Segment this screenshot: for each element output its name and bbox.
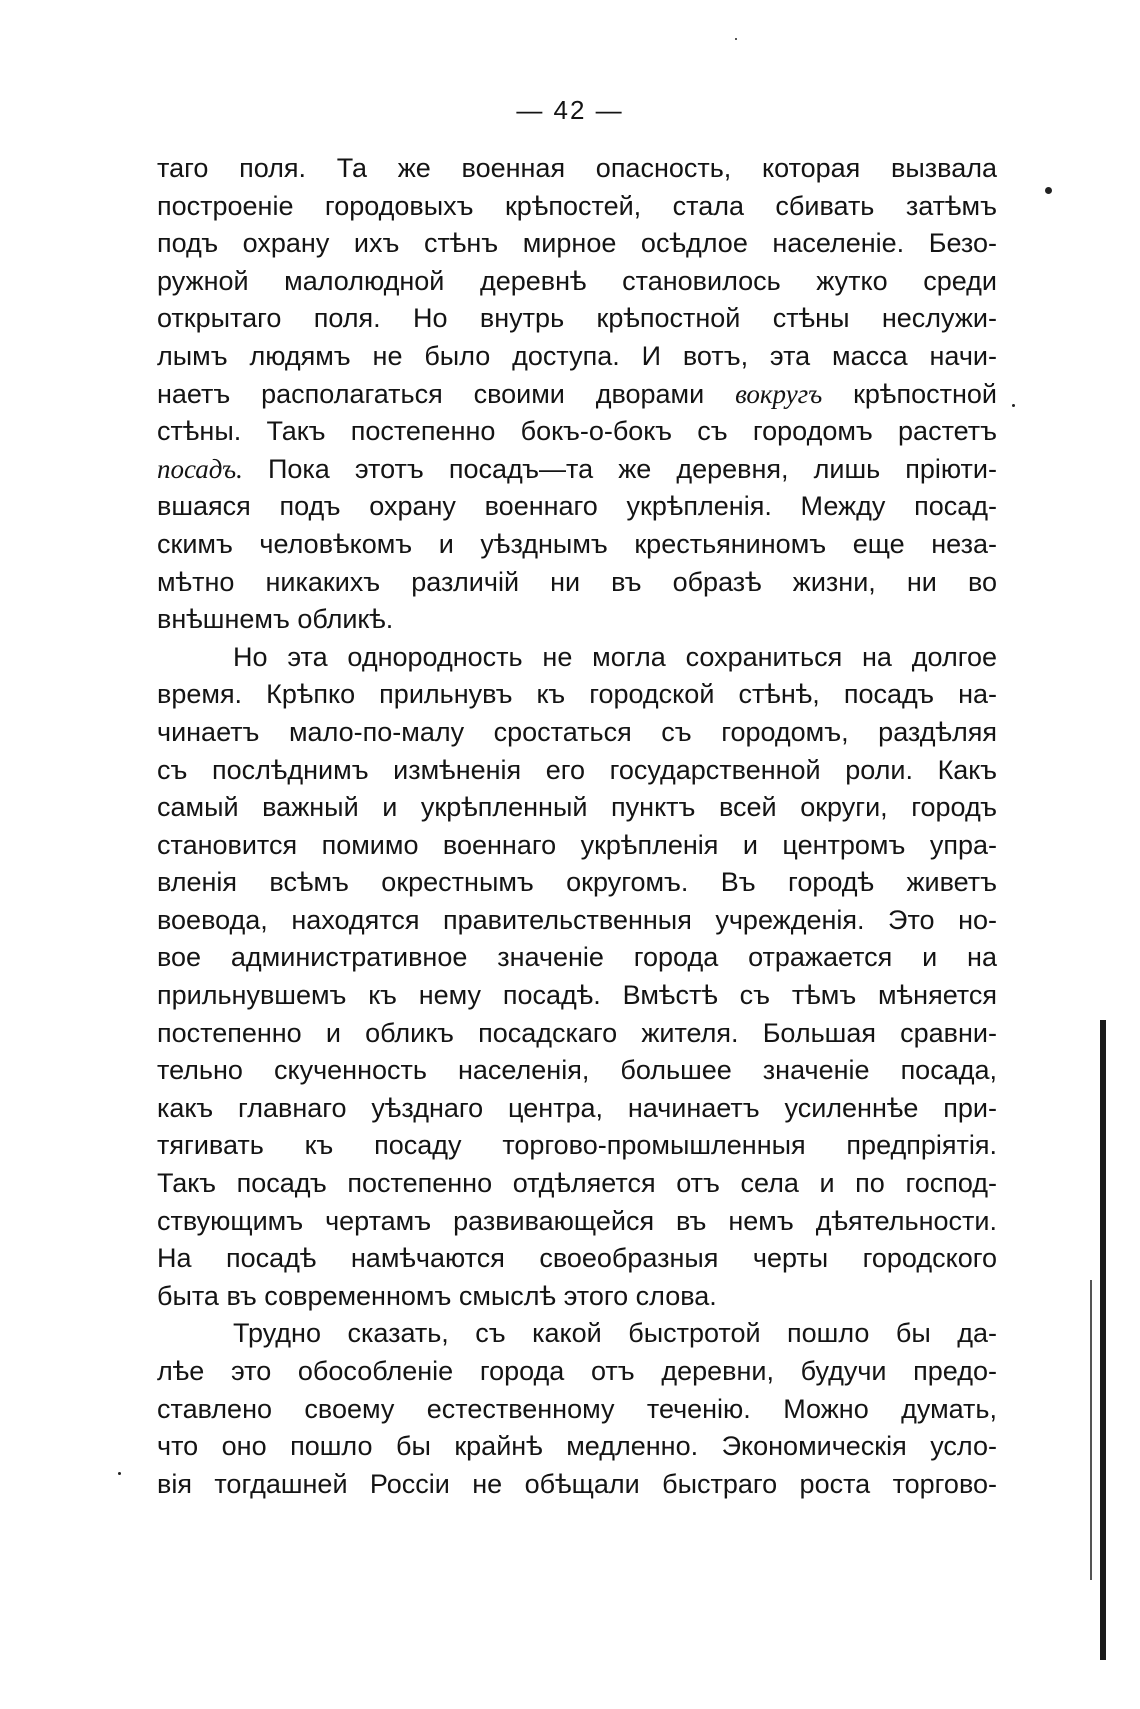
text-line-14: Но эта однородность не могла сохраниться на долгое [233,641,997,672]
text-line-24: постепенно и обликъ посадскаго жителя. Большая сравни- [157,1017,997,1048]
text-line-19: становится помимо военнаго укрѣпленія и центромъ упра- [157,829,997,860]
text-line-29: ствующимъ чертамъ развивающейся въ немъ дѣятельности. [157,1205,997,1236]
text-line-17: съ послѣднимъ измѣненія его государственной роли. Какъ [157,754,997,785]
text-line-27: тягивать къ посаду торгово-промышленныя предпріятія. [157,1130,997,1161]
scan-binding-line [1090,1280,1092,1580]
text-line-21: воевода, находятся правительственныя учрежденія. Это но- [157,904,997,935]
text-line-10: вшаяся подъ охрану военнаго укрѣпленія. Между посад- [157,491,997,522]
scan-speck [735,38,737,40]
text-line-33: лѣе это обособленіе города отъ деревни, будучи предо- [157,1356,997,1386]
scan-speck [1012,404,1015,407]
text-line-12: мѣтно никакихъ различій ни въ образѣ жизни, ни во [157,566,997,597]
text-line-6: лымъ людямъ не было доступа. И вотъ, эта масса начи- [157,340,997,371]
text-line-4: ружной малолюдной деревнѣ становилось жутко среди [157,265,997,296]
scan-speck [1045,187,1052,194]
text-line-25: тельно скученность населенія, большее значеніе посада, [157,1055,997,1086]
scan-binding-shadow [1100,1020,1106,1660]
emphasis-vokrug: вокругъ [735,378,823,409]
text-line-36: вія тогдашней Россіи не обѣщали быстраго роста торгово- [157,1468,997,1499]
text-line-9 [157,451,997,489]
text-line-16: чинаетъ мало-по-малу сростаться съ городомъ, раздѣляя [157,716,997,747]
text-line-28: Такъ посадъ постепенно отдѣляется отъ села и по господ- [157,1168,997,1199]
page-number: — 42 — [516,95,624,125]
text-line-23: прильнувшемъ къ нему посадѣ. Вмѣстѣ съ тѣмъ мѣняется [157,980,997,1011]
text-line-13: внѣшнемъ обликѣ. [157,604,394,635]
text-line-20: вленія всѣмъ окрестнымъ округомъ. Въ городѣ живетъ [157,867,997,898]
text-line-22: вое административное значеніе города отражается и на [157,942,997,973]
text-line-8: стѣны. Такъ постепенно бокъ-о-бокъ съ городомъ растетъ [157,416,997,447]
text-line-7 [157,376,997,414]
text-line-34: ставлено своему естественному теченію. Можно думать, [157,1393,997,1424]
text-line-18: самый важный и укрѣпленный пунктъ всей округи, городъ [157,792,997,823]
emphasis-posad: посадъ. [157,453,243,484]
text-line-15: время. Крѣпко прильнувъ къ городской стѣнѣ, посадъ на- [157,679,997,710]
text-line-2: построеніе городовыхъ крѣпостей, стала сбивать затѣмъ [157,190,997,221]
text-line-32: Трудно сказать, съ какой быстротой пошло бы да- [233,1318,997,1349]
text-line-35: что оно пошло бы крайнѣ медленно. Экономическія усло- [157,1431,997,1462]
text-line-31: быта въ современномъ смыслѣ этого слова. [157,1280,717,1311]
text-line-7-tail: крѣпостной [853,378,997,409]
text-line-26: какъ главнаго уѣзднаго центра, начинаетъ усиленнѣе при- [157,1092,997,1123]
body-text [157,150,997,1503]
text-line-3: подъ охрану ихъ стѣнъ мирное осѣдлое населеніе. Безо- [157,228,997,259]
scan-speck [118,1472,121,1475]
text-line-7-head: наетъ располагаться своими дворами [157,378,705,409]
text-line-30: На посадѣ намѣчаются своеобразныя черты городского [157,1243,997,1274]
text-line-9-tail: Пока этотъ посадъ—та же деревня, лишь пріюти- [267,453,997,484]
text-line-5: открытаго поля. Но внутрь крѣпостной стѣны неслужи- [157,303,997,334]
text-line-11: скимъ человѣкомъ и уѣзднымъ крестьяниномъ еще неза- [157,528,997,559]
text-line-1: таго поля. Та же военная опасность, которая вызвала [157,153,997,183]
